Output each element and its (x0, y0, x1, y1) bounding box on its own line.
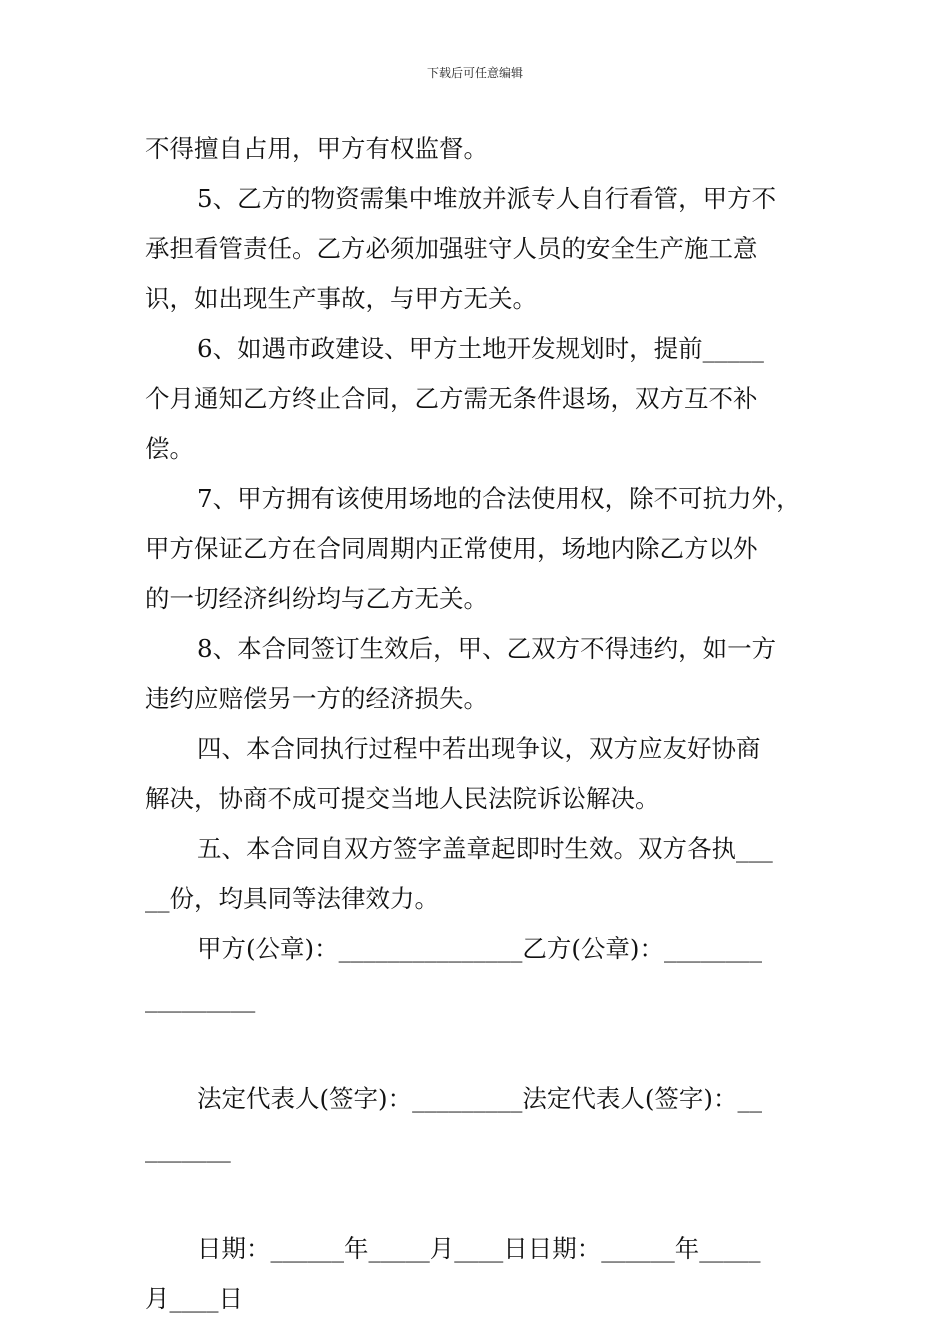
seal-line-continued: _________ (145, 984, 256, 1013)
text-line: 不得擅自占用，甲方有权监督。 (145, 134, 488, 163)
section-4: 四、本合同执行过程中若出现争议，双方应友好协商 (197, 734, 761, 763)
clause-8: 8、本合同签订生效后，甲、乙双方不得违约，如一方 (197, 634, 777, 663)
text-line: 违约应赔偿另一方的经济损失。 (145, 684, 488, 713)
section-5: 五、本合同自双方签字盖章起即时生效。双方各执___ (197, 834, 773, 863)
text-line: 的一切经济纠纷均与乙方无关。 (145, 584, 488, 613)
text-line: 识，如出现生产事故，与甲方无关。 (145, 284, 537, 313)
clause-7: 7、甲方拥有该使用场地的合法使用权，除不可抗力外， (197, 484, 801, 513)
text-line: 甲方保证乙方在合同周期内正常使用，场地内除乙方以外 (145, 534, 758, 563)
text-line: __份，均具同等法律效力。 (145, 884, 439, 913)
page-header-note: 下载后可任意编辑 (426, 66, 523, 80)
text-line: 个月通知乙方终止合同，乙方需无条件退场，双方互不补 (145, 384, 758, 413)
clause-6: 6、如遇市政建设、甲方土地开发规划时，提前_____ (197, 334, 764, 363)
clause-5: 5、乙方的物资需集中堆放并派专人自行看管，甲方不 (197, 184, 777, 213)
text-line: 偿。 (145, 434, 194, 463)
text-line: 解决，协商不成可提交当地人民法院诉讼解决。 (145, 784, 660, 813)
date-line-continued: 月____日 (145, 1284, 243, 1313)
text-line: 承担看管责任。乙方必须加强驻守人员的安全生产施工意 (145, 234, 758, 263)
document-body (145, 124, 810, 1324)
seal-line: 甲方(公章)：_______________乙方(公章)：________ (197, 934, 762, 963)
signature-line-continued: _______ (145, 1134, 231, 1163)
signature-line: 法定代表人(签字)：_________法定代表人(签字)：__ (197, 1084, 762, 1113)
date-line: 日期：______年_____月____日日期：______年_____ (197, 1234, 761, 1263)
